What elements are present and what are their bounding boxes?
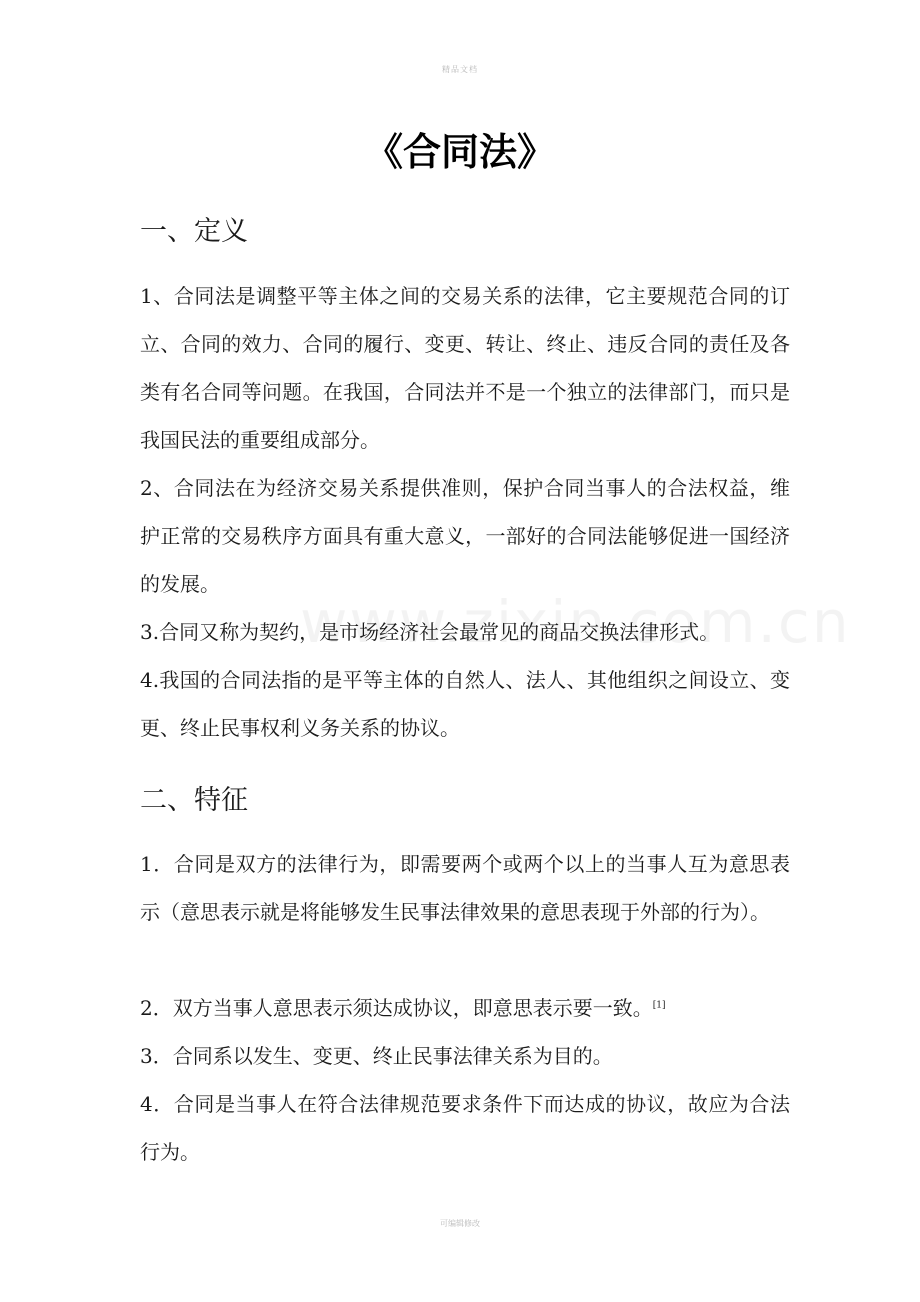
definition-paragraph-2: 2、合同法在为经济交易关系提供准则，保护合同当事人的合法权益，维护正常的交易秩序方面具有重大意义，一部好的合同法能够促进一国经济的发展。 [140, 476, 790, 596]
section-heading-definition: 一、定义 [140, 216, 248, 247]
footnote-reference[interactable]: [1] [652, 1000, 666, 1011]
definition-paragraph-1: 1、合同法是调整平等主体之间的交易关系的法律，它主要规范合同的订立、合同的效力、合同的履行、变更、转让、终止、违反合同的责任及各类有名合同等问题。在我国，合同法并不是一个独立的法律部门，而只是我国民法的重要组成部分。 [140, 284, 790, 452]
definition-paragraph-3: 3.合同又称为契约，是市场经济社会最常见的商品交换法律形式。 [140, 620, 720, 644]
section-heading-features: 二、特征 [140, 785, 248, 816]
feature-paragraph-2 [140, 984, 790, 1032]
footer-mark: 可编辑修改 [440, 1219, 480, 1228]
feature-paragraph-3: 3．合同系以发生、变更、终止民事法律关系为目的。 [140, 1044, 613, 1068]
definition-paragraph-4: 4.我国的合同法指的是平等主体的自然人、法人、其他组织之间设立、变更、终止民事权利义务关系的协议。 [140, 668, 790, 740]
feature-paragraph-2-text: 2．双方当事人意思表示须达成协议，即意思表示要一致。 [140, 996, 653, 1020]
document-title: 《合同法》 [364, 130, 555, 174]
header-mark: 精品文档 [442, 65, 478, 74]
feature-paragraph-4: 4．合同是当事人在符合法律规范要求条件下而达成的协议，故应为合法行为。 [140, 1092, 790, 1164]
feature-paragraph-1: 1．合同是双方的法律行为，即需要两个或两个以上的当事人互为意思表示（意思表示就是将能够发生民事法律效果的意思表现于外部的行为）。 [140, 852, 790, 924]
